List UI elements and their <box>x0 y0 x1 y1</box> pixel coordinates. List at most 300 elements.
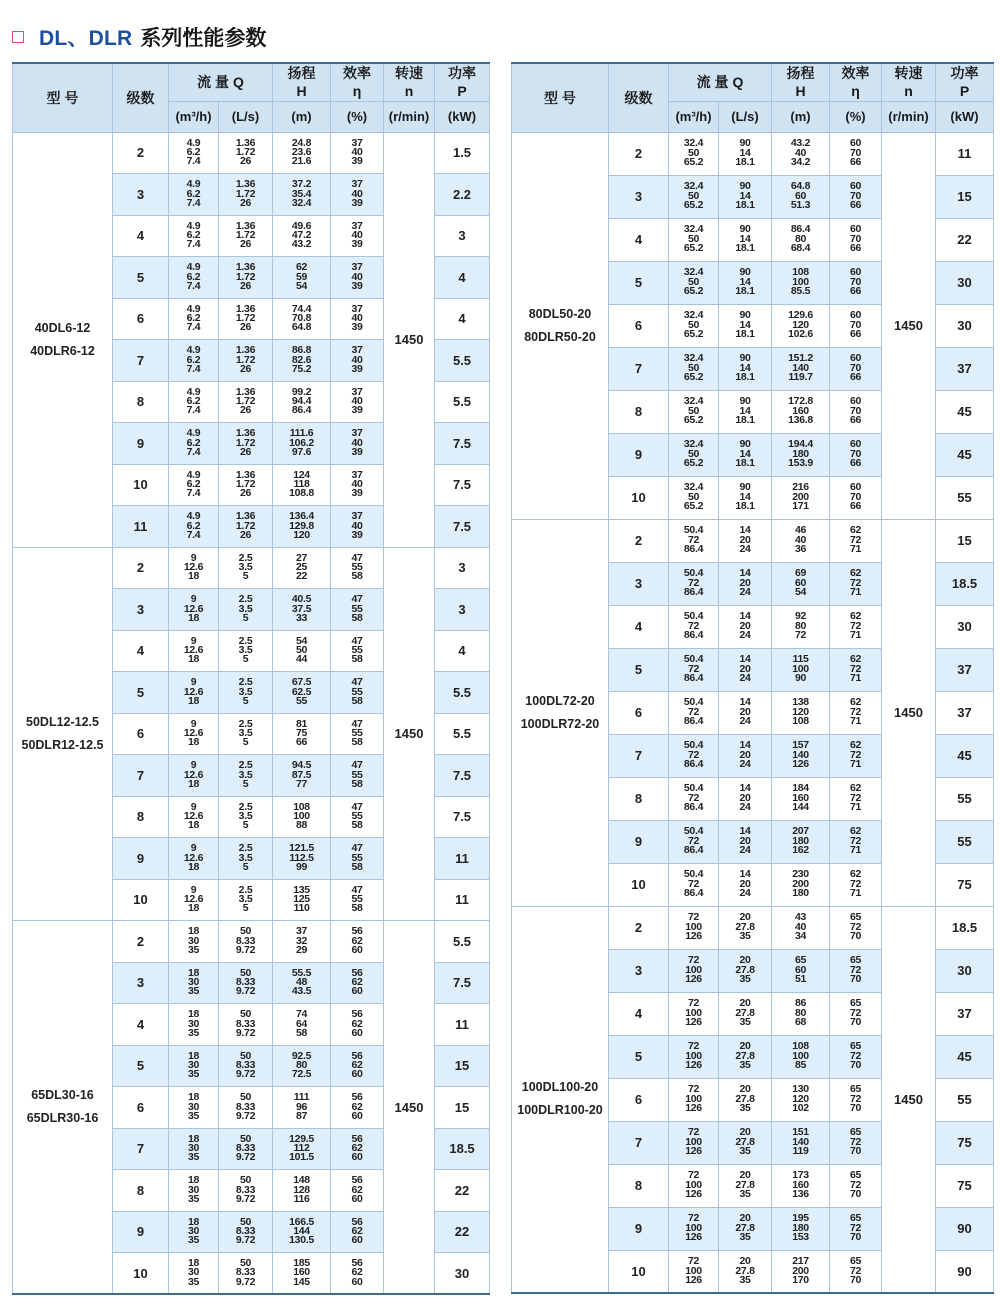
eff-cell-value: 58 <box>351 570 363 583</box>
flow-ls-cell-value: 18.1 <box>735 500 755 513</box>
head-cell-value: 22 <box>295 570 308 583</box>
head-cell-value: 47.2 <box>291 229 312 242</box>
eff-cell <box>331 879 384 921</box>
eff-cell <box>830 261 882 304</box>
head-cell-value: 130.5 <box>289 1234 314 1247</box>
flow-m3h-cell-value: 86.4 <box>683 543 704 556</box>
eff-cell-value: 62 <box>849 524 862 537</box>
eff-cell-value: 56 <box>351 1132 363 1145</box>
eff-cell-value: 60 <box>849 223 862 236</box>
flow-m3h-cell-value: 12.6 <box>183 768 204 781</box>
eff-cell-value: 60 <box>849 438 862 451</box>
eff-cell <box>830 175 882 218</box>
eff-cell-value: 39 <box>351 279 363 292</box>
flow-m3h-cell-value: 18 <box>187 777 200 790</box>
head-cell <box>772 390 830 433</box>
flow-ls-cell <box>219 506 273 548</box>
stage-cell: 10 <box>609 1250 669 1293</box>
flow-ls-cell <box>219 589 273 631</box>
head-cell-value: 92.5 <box>291 1049 312 1062</box>
flow-ls-cell <box>719 1164 772 1207</box>
head-cell-value: 59 <box>295 270 308 283</box>
flow-m3h-cell-value: 50.4 <box>683 825 704 838</box>
flow-m3h-cell-value: 4.9 <box>186 178 201 191</box>
eff-cell-value: 70 <box>849 930 862 943</box>
flow-m3h-cell-value: 18 <box>187 653 200 666</box>
flow-m3h-cell <box>669 132 719 175</box>
flow-ls-cell <box>719 218 772 261</box>
flow-ls-cell <box>219 174 273 216</box>
flow-m3h-cell-value: 9 <box>190 634 197 647</box>
flow-ls-cell-value: 1.72 <box>235 270 256 283</box>
flow-m3h-cell-value: 32.4 <box>683 266 704 279</box>
head-cell-value: 129.6 <box>788 309 813 322</box>
head-cell-value: 102.6 <box>788 328 813 341</box>
speed-cell: 1450 <box>384 547 435 921</box>
head-cell-value: 144 <box>293 1225 310 1238</box>
head-cell <box>772 218 830 261</box>
eff-cell <box>331 838 384 880</box>
head-cell-value: 153.9 <box>788 457 813 470</box>
head-cell-value: 180 <box>792 1221 809 1234</box>
eff-cell-value: 70 <box>849 146 862 159</box>
stage-cell: 5 <box>609 261 669 304</box>
flow-ls-cell-value: 26 <box>239 487 252 500</box>
head-cell-value: 72 <box>794 629 807 642</box>
eff-cell-value: 40 <box>351 353 363 366</box>
eff-cell-value: 60 <box>351 1068 363 1081</box>
flow-m3h-cell <box>669 906 719 949</box>
flow-m3h-cell-value: 30 <box>187 1266 200 1279</box>
eff-cell-value: 70 <box>849 189 862 202</box>
eff-cell-value: 56 <box>351 1049 363 1062</box>
flow-m3h-cell <box>169 1004 219 1046</box>
flow-ls-cell <box>719 691 772 734</box>
head-cell-value: 40.5 <box>291 593 312 606</box>
head-cell-value: 43.2 <box>790 137 811 150</box>
flow-ls-cell-value: 1.72 <box>235 436 256 449</box>
head-cell-value: 72.5 <box>291 1068 312 1081</box>
flow-ls-cell-value: 3.5 <box>238 893 253 906</box>
power-cell: 5.5 <box>435 381 490 423</box>
flow-m3h-cell-value: 65.2 <box>683 500 704 513</box>
flow-m3h-cell-value: 50 <box>687 146 700 159</box>
eff-cell-value: 47 <box>351 676 363 689</box>
flow-ls-cell-value: 26 <box>239 528 252 541</box>
eff-cell <box>331 1004 384 1046</box>
flow-m3h-cell-value: 30 <box>187 976 200 989</box>
flow-ls-cell <box>719 132 772 175</box>
head-cell-value: 58 <box>295 1026 308 1039</box>
flow-m3h-cell-value: 126 <box>685 973 702 986</box>
head-cell-value: 46 <box>794 524 807 537</box>
table-row <box>13 921 490 963</box>
flow-ls-cell-value: 1.72 <box>235 312 256 325</box>
head-cell-value: 60 <box>794 576 807 589</box>
eff-cell-value: 58 <box>351 902 363 915</box>
speed-cell: 1450 <box>882 132 936 519</box>
eff-cell-value: 62 <box>849 739 862 752</box>
flow-ls-cell-value: 20 <box>739 1255 751 1268</box>
flow-m3h-cell-value: 35 <box>187 1151 200 1164</box>
flow-ls-cell <box>219 1211 273 1253</box>
eff-cell <box>830 1250 882 1293</box>
flow-ls-cell-value: 8.33 <box>235 934 256 947</box>
flow-m3h-cell-value: 18 <box>187 736 200 749</box>
flow-ls-cell-value: 24 <box>739 672 751 685</box>
head-cell-value: 62 <box>295 261 308 274</box>
power-cell: 4 <box>435 630 490 672</box>
power-cell: 11 <box>435 838 490 880</box>
head-cell <box>772 949 830 992</box>
flow-ls-cell <box>719 777 772 820</box>
eff-cell-value: 37 <box>351 468 363 481</box>
flow-ls-cell-value: 27.8 <box>735 963 755 976</box>
stage-cell: 11 <box>113 506 169 548</box>
flow-m3h-cell-value: 32.4 <box>683 438 704 451</box>
head-cell-value: 74 <box>295 1008 308 1021</box>
eff-cell-value: 40 <box>351 229 363 242</box>
flow-ls-cell <box>719 863 772 906</box>
eff-cell-value: 40 <box>351 519 363 532</box>
flow-m3h-cell-value: 18 <box>187 611 200 624</box>
head-cell <box>273 796 331 838</box>
head-cell-value: 200 <box>792 490 809 503</box>
flow-ls-cell-value: 18.1 <box>735 414 755 427</box>
eff-cell <box>331 589 384 631</box>
eff-cell-value: 60 <box>849 481 862 494</box>
flow-ls-cell-value: 2.5 <box>238 717 253 730</box>
power-cell: 55 <box>936 820 994 863</box>
flow-m3h-cell <box>169 340 219 382</box>
eff-cell-value: 70 <box>849 973 862 986</box>
power-cell: 45 <box>936 433 994 476</box>
flow-ls-cell <box>219 1253 273 1295</box>
model-name-r: 100DLR72-20 <box>520 716 600 731</box>
flow-m3h-cell-value: 72 <box>687 911 700 924</box>
flow-m3h-cell-value: 32.4 <box>683 481 704 494</box>
flow-m3h-cell-value: 100 <box>685 1049 702 1062</box>
flow-ls-cell-value: 90 <box>739 266 751 279</box>
eff-cell <box>331 298 384 340</box>
flow-m3h-cell-value: 12.6 <box>183 685 204 698</box>
head-cell-value: 100 <box>792 1049 809 1062</box>
flow-m3h-cell-value: 18 <box>187 1049 200 1062</box>
flow-m3h-cell-value: 18 <box>187 1174 200 1187</box>
head-cell-value: 125 <box>293 893 310 906</box>
flow-m3h-cell-value: 32.4 <box>683 352 704 365</box>
flow-m3h-cell <box>169 464 219 506</box>
stage-cell: 2 <box>113 547 169 589</box>
eff-cell-value: 37 <box>351 385 363 398</box>
head-cell-value: 74.4 <box>291 302 312 315</box>
flow-ls-cell <box>219 921 273 963</box>
flow-ls-cell-value: 20 <box>739 1083 751 1096</box>
eff-cell-value: 71 <box>849 543 862 556</box>
head-cell-value: 34.2 <box>790 156 811 169</box>
eff-cell-value: 37 <box>351 261 363 274</box>
flow-ls-cell <box>719 906 772 949</box>
head-cell-value: 49.6 <box>291 219 312 232</box>
flow-ls-cell-value: 20 <box>739 576 751 589</box>
model-name-r: 40DLR6-12 <box>30 343 95 358</box>
power-cell: 11 <box>435 879 490 921</box>
power-cell: 5.5 <box>435 713 490 755</box>
table-row <box>13 547 490 589</box>
flow-m3h-cell-value: 6.2 <box>186 353 201 366</box>
eff-cell <box>830 992 882 1035</box>
eff-cell <box>830 949 882 992</box>
flow-ls-cell-value: 14 <box>739 447 751 460</box>
flow-ls-cell-value: 1.72 <box>235 353 256 366</box>
flow-ls-cell-value: 26 <box>239 155 252 168</box>
flow-ls-cell-value: 26 <box>239 362 252 375</box>
header-flow-unit-m3h: (m³/h) <box>669 101 719 132</box>
flow-m3h-cell <box>169 630 219 672</box>
flow-m3h-cell-value: 65.2 <box>683 414 704 427</box>
eff-cell-value: 62 <box>351 934 363 947</box>
flow-ls-cell <box>719 734 772 777</box>
flow-m3h-cell-value: 50 <box>687 275 700 288</box>
head-cell-value: 86.8 <box>291 344 312 357</box>
flow-ls-cell-value: 50 <box>239 1091 252 1104</box>
flow-m3h-cell-value: 50 <box>687 232 700 245</box>
header-model: 型 号 <box>13 63 113 132</box>
model-name: 100DL72-20 <box>525 693 595 708</box>
flow-m3h-cell-value: 32.4 <box>683 395 704 408</box>
eff-cell-value: 60 <box>351 1151 363 1164</box>
flow-m3h-cell-value: 50.4 <box>683 610 704 623</box>
flow-ls-cell <box>219 838 273 880</box>
flow-m3h-cell-value: 32.4 <box>683 137 704 150</box>
flow-ls-cell <box>719 261 772 304</box>
square-icon <box>12 31 24 43</box>
flow-m3h-cell-value: 4.9 <box>186 344 201 357</box>
stage-cell: 8 <box>113 796 169 838</box>
flow-ls-cell <box>219 464 273 506</box>
eff-cell-value: 65 <box>849 1083 862 1096</box>
head-cell-value: 120 <box>792 1092 809 1105</box>
eff-cell-value: 39 <box>351 445 363 458</box>
eff-cell <box>830 1035 882 1078</box>
head-cell-value: 80 <box>794 619 807 632</box>
power-cell: 18.5 <box>435 1128 490 1170</box>
head-cell <box>273 423 331 465</box>
eff-cell-value: 55 <box>351 893 363 906</box>
flow-ls-cell-value: 50 <box>239 1215 252 1228</box>
eff-cell-value: 37 <box>351 219 363 232</box>
head-cell-value: 67.5 <box>291 676 312 689</box>
head-cell-value: 140 <box>792 748 809 761</box>
flow-ls-cell-value: 20 <box>739 1169 751 1182</box>
flow-m3h-cell-value: 72 <box>687 1083 700 1096</box>
head-cell <box>273 1087 331 1129</box>
flow-ls-cell-value: 5 <box>242 736 249 749</box>
eff-cell <box>830 605 882 648</box>
flow-m3h-cell-value: 9 <box>190 676 197 689</box>
stage-cell: 7 <box>609 1121 669 1164</box>
head-cell-value: 96 <box>295 1100 308 1113</box>
flow-m3h-cell-value: 35 <box>187 943 200 956</box>
flow-m3h-cell-value: 126 <box>685 1145 702 1158</box>
flow-m3h-cell-value: 50.4 <box>683 739 704 752</box>
flow-m3h-cell-value: 12.6 <box>183 810 204 823</box>
flow-ls-cell-value: 18.1 <box>735 457 755 470</box>
flow-m3h-cell-value: 6.2 <box>186 478 201 491</box>
flow-m3h-cell-value: 18 <box>187 1008 200 1021</box>
eff-cell-value: 66 <box>849 371 862 384</box>
power-cell: 1.5 <box>435 132 490 174</box>
power-cell: 5.5 <box>435 340 490 382</box>
head-cell-value: 111 <box>293 1091 310 1104</box>
flow-ls-cell-value: 1.36 <box>235 302 256 315</box>
flow-m3h-cell-value: 86.4 <box>683 758 704 771</box>
flow-m3h-cell <box>169 298 219 340</box>
flow-m3h-cell-value: 126 <box>685 1188 702 1201</box>
head-cell-value: 40 <box>794 920 807 933</box>
flow-m3h-cell-value: 18 <box>187 694 200 707</box>
stage-cell: 9 <box>113 423 169 465</box>
head-cell <box>772 1078 830 1121</box>
flow-ls-cell-value: 50 <box>239 925 252 938</box>
flow-m3h-cell-value: 18 <box>187 902 200 915</box>
speed-cell: 1450 <box>882 906 936 1293</box>
flow-m3h-cell <box>169 921 219 963</box>
flow-m3h-cell-value: 6.2 <box>186 229 201 242</box>
flow-ls-cell-value: 90 <box>739 223 751 236</box>
head-cell-value: 34 <box>794 930 807 943</box>
flow-m3h-cell-value: 9 <box>190 842 197 855</box>
eff-cell <box>830 433 882 476</box>
flow-m3h-cell <box>669 777 719 820</box>
flow-ls-cell-value: 3.5 <box>238 851 253 864</box>
head-cell-value: 120 <box>293 528 310 541</box>
flow-ls-cell-value: 3.5 <box>238 685 253 698</box>
flow-m3h-cell-value: 50.4 <box>683 567 704 580</box>
flow-ls-cell-value: 8.33 <box>235 1266 256 1279</box>
flow-ls-cell-value: 35 <box>739 1059 751 1072</box>
head-cell-value: 80 <box>794 232 807 245</box>
model-name: 100DL100-20 <box>521 1080 599 1095</box>
eff-cell-value: 72 <box>849 791 862 804</box>
power-cell: 11 <box>936 132 994 175</box>
flow-ls-cell-value: 2.5 <box>238 593 253 606</box>
stage-cell: 10 <box>609 863 669 906</box>
stage-cell: 8 <box>113 381 169 423</box>
eff-cell-value: 72 <box>849 1092 862 1105</box>
head-cell-value: 100 <box>792 275 809 288</box>
power-cell: 37 <box>936 648 994 691</box>
head-cell-value: 144 <box>792 801 809 814</box>
stage-cell: 8 <box>113 1170 169 1212</box>
eff-cell <box>830 1078 882 1121</box>
head-cell-value: 54 <box>295 634 308 647</box>
eff-cell <box>331 921 384 963</box>
eff-cell <box>830 519 882 562</box>
header-head: 扬程 H <box>772 63 830 101</box>
head-cell-value: 194.4 <box>788 438 813 451</box>
power-cell: 30 <box>936 261 994 304</box>
flow-ls-cell-value: 14 <box>739 782 751 795</box>
head-cell-value: 29 <box>295 943 308 956</box>
flow-ls-cell-value: 35 <box>739 973 751 986</box>
head-cell-value: 85 <box>794 1059 807 1072</box>
eff-cell-value: 71 <box>849 887 862 900</box>
eff-cell-value: 62 <box>351 1266 363 1279</box>
flow-m3h-cell <box>669 605 719 648</box>
head-cell <box>772 562 830 605</box>
power-cell: 3 <box>435 547 490 589</box>
eff-cell-value: 71 <box>849 586 862 599</box>
flow-m3h-cell-value: 12.6 <box>183 851 204 864</box>
eff-cell-value: 47 <box>351 634 363 647</box>
flow-ls-cell-value: 9.72 <box>235 985 256 998</box>
flow-ls-cell-value: 35 <box>739 930 751 943</box>
eff-cell <box>331 1087 384 1129</box>
head-cell-value: 50 <box>295 644 308 657</box>
flow-ls-cell-value: 3.5 <box>238 727 253 740</box>
flow-m3h-cell <box>669 691 719 734</box>
flow-m3h-cell <box>169 1087 219 1129</box>
eff-cell-value: 47 <box>351 593 363 606</box>
flow-ls-cell <box>219 1087 273 1129</box>
head-cell-value: 54 <box>295 279 308 292</box>
flow-ls-cell-value: 26 <box>239 279 252 292</box>
stage-cell: 2 <box>113 132 169 174</box>
eff-cell <box>830 1207 882 1250</box>
eff-cell <box>331 257 384 299</box>
flow-ls-cell-value: 1.72 <box>235 146 256 159</box>
head-cell <box>772 648 830 691</box>
flow-ls-cell-value: 24 <box>739 543 751 556</box>
head-cell-value: 200 <box>792 1264 809 1277</box>
eff-cell <box>830 777 882 820</box>
stage-cell: 7 <box>609 734 669 777</box>
eff-cell-value: 71 <box>849 844 862 857</box>
flow-ls-cell-value: 3.5 <box>238 768 253 781</box>
head-cell <box>273 381 331 423</box>
head-cell-value: 43 <box>794 911 807 924</box>
eff-cell <box>331 340 384 382</box>
flow-ls-cell-value: 14 <box>739 825 751 838</box>
flow-ls-cell-value: 1.36 <box>235 178 256 191</box>
power-cell: 15 <box>435 1087 490 1129</box>
head-cell-value: 65 <box>794 954 807 967</box>
eff-cell <box>830 1121 882 1164</box>
header-stages: 级数 <box>609 63 669 132</box>
flow-ls-cell <box>219 630 273 672</box>
flow-m3h-cell-value: 65.2 <box>683 242 704 255</box>
flow-m3h-cell-value: 86.4 <box>683 629 704 642</box>
flow-m3h-cell-value: 35 <box>187 1026 200 1039</box>
head-cell-value: 180 <box>792 834 809 847</box>
eff-cell <box>331 506 384 548</box>
eff-cell-value: 58 <box>351 819 363 832</box>
eff-cell-value: 47 <box>351 800 363 813</box>
head-cell-value: 60 <box>794 963 807 976</box>
eff-cell <box>331 381 384 423</box>
flow-m3h-cell <box>669 734 719 777</box>
eff-cell-value: 60 <box>351 1234 363 1247</box>
power-cell: 15 <box>936 519 994 562</box>
stage-cell: 2 <box>609 519 669 562</box>
stage-cell: 4 <box>113 1004 169 1046</box>
flow-ls-cell-value: 26 <box>239 238 252 251</box>
eff-cell-value: 62 <box>849 868 862 881</box>
eff-cell <box>331 215 384 257</box>
flow-m3h-cell-value: 72 <box>687 1255 700 1268</box>
head-cell <box>772 777 830 820</box>
